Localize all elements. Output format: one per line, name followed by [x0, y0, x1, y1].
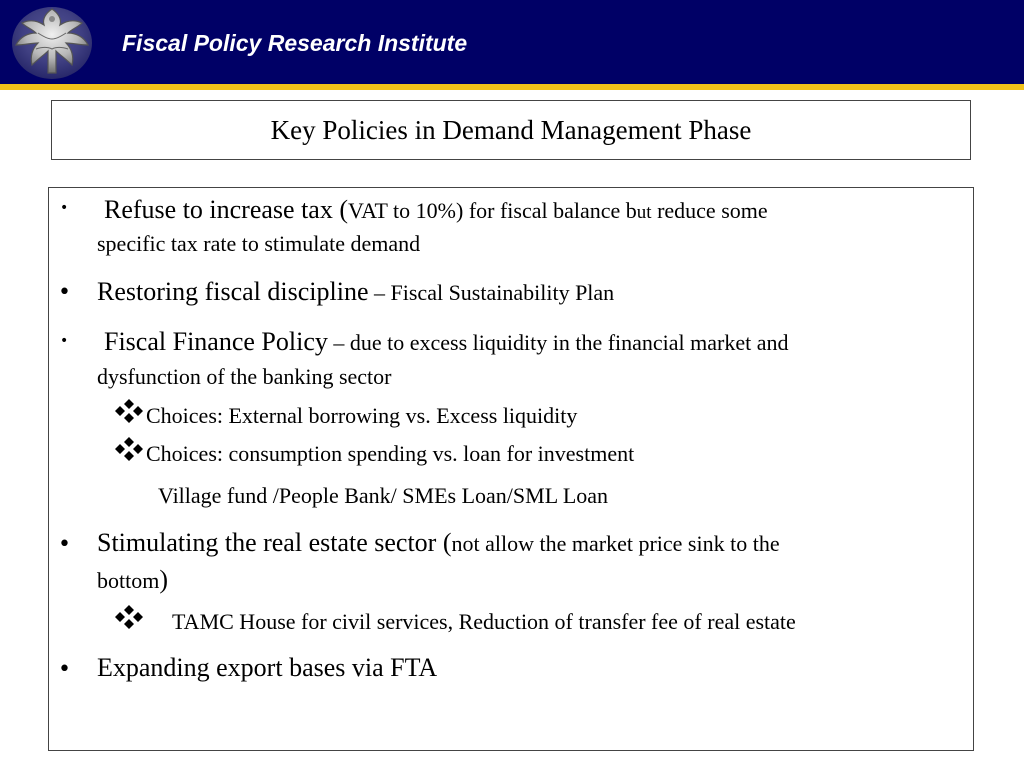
bullet-marker: •	[58, 657, 71, 682]
bullet-5-main: Expanding export bases via FTA	[97, 653, 438, 682]
bullet-1-line-2: specific tax rate to stimulate demand	[97, 231, 421, 256]
page-title: Key Policies in Demand Management Phase	[270, 114, 752, 145]
bullet-1-detail-d: reduce some	[651, 198, 768, 223]
bullet-1-line-1	[104, 195, 768, 225]
bullet-marker: •	[60, 200, 69, 216]
bullet-4-line-2	[97, 565, 168, 595]
bullet-1-detail-b: ) for fiscal balance b	[456, 198, 637, 223]
bullet-4-line-2-end: )	[159, 565, 169, 594]
diamond-bullet-icon	[112, 398, 146, 424]
bullet-2-detail: – Fiscal Sustainability Plan	[368, 280, 615, 305]
bullet-4-main: Stimulating the real estate sector (	[97, 528, 452, 557]
diamond-bullet-icon	[112, 436, 146, 462]
bullet-1-detail-c: ut	[636, 202, 652, 223]
title-box	[51, 100, 971, 160]
bullet-1-main: Refuse to increase tax (	[104, 195, 349, 224]
bullet-marker: •	[58, 280, 71, 305]
bullet-2-line-1	[97, 277, 614, 307]
bullet-3-sub-2: Choices: consumption spending vs. loan for investment	[146, 441, 635, 466]
bullet-3-detail: – due to excess liquidity in the financial market and	[327, 330, 789, 355]
header-stripe	[0, 84, 1024, 90]
diamond-bullet-icon	[112, 604, 146, 630]
bullet-3-line-2: dysfunction of the banking sector	[97, 364, 392, 389]
garuda-emblem-icon	[8, 3, 96, 81]
bullet-4-line-2-text: bottom	[97, 568, 160, 593]
bullet-4-sub: TAMC House for civil services, Reduction of transfer fee of real estate	[172, 609, 796, 634]
bullet-4-detail: not allow the market price sink to the	[451, 531, 780, 556]
bullet-3-sub-1: Choices: External borrowing vs. Excess liquidity	[146, 403, 578, 428]
org-name: Fiscal Policy Research Institute	[122, 30, 468, 56]
bullet-3-note: Village fund /People Bank/ SMEs Loan/SML Loan	[158, 483, 609, 508]
bullet-3-main: Fiscal Finance Policy	[104, 327, 328, 356]
bullet-marker: •	[60, 333, 69, 349]
bullet-marker: •	[58, 532, 71, 557]
bullet-4-line-1	[97, 528, 780, 558]
bullet-3-line-1	[104, 327, 789, 357]
bullet-2-main: Restoring fiscal discipline	[97, 277, 369, 306]
bullet-1-detail-a: VAT to 10%	[348, 198, 456, 223]
